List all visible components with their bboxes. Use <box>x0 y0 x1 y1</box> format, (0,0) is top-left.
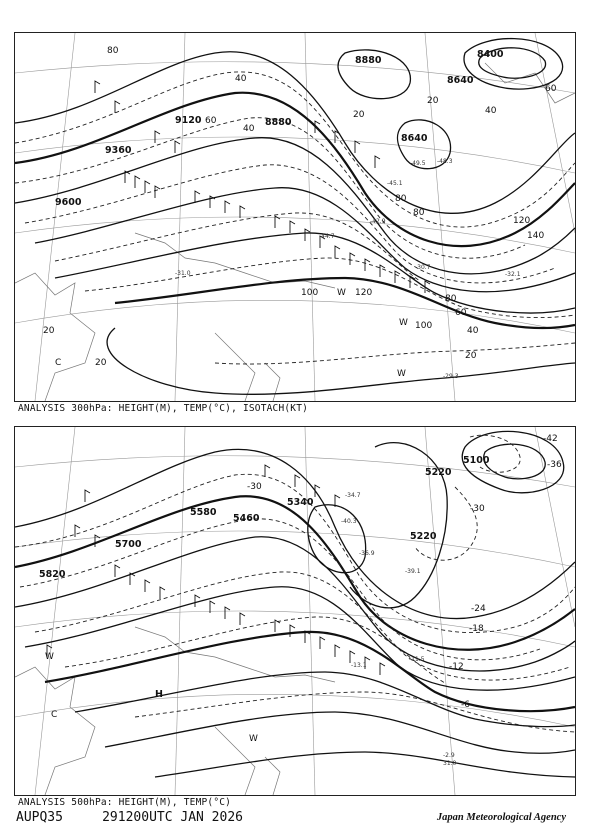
warm-symbol: W <box>399 318 408 328</box>
caption-500hpa: ANALYSIS 500hPa: HEIGHT(M), TEMP(°C) <box>18 797 232 808</box>
isotherm-label: -18 <box>469 624 484 634</box>
station-value: -44.7 <box>319 233 335 240</box>
height-labels <box>39 455 490 580</box>
coastlines <box>15 627 335 795</box>
height-label: 8880 <box>265 117 292 128</box>
station-value: -36.9 <box>359 550 375 557</box>
map-500hpa-canvas <box>15 427 575 795</box>
height-label: 5460 <box>233 513 260 524</box>
isotach-label: 100 <box>301 288 319 298</box>
station-value: 31.0 <box>443 760 457 767</box>
high-symbol: H <box>155 689 163 700</box>
height-label: 8880 <box>355 55 382 66</box>
isotach-label: 80 <box>107 46 119 56</box>
isotherm-label: -30 <box>247 482 262 492</box>
isotach-label: 40 <box>467 326 479 336</box>
isotach-label: 120 <box>355 288 373 298</box>
station-value: -2.9 <box>443 752 455 759</box>
warm-symbol: W <box>337 288 346 298</box>
map-300hpa-canvas <box>15 33 575 401</box>
isotach-label: 60 <box>455 308 467 318</box>
station-value: -29.3 <box>443 373 459 380</box>
station-value: -32.1 <box>505 271 521 278</box>
isotach-label: 20 <box>353 110 365 120</box>
height-label: 5580 <box>190 507 217 518</box>
height-label: 9120 <box>175 115 202 126</box>
wind-barbs <box>95 81 430 293</box>
station-value: -30.7 <box>415 264 431 271</box>
isotherm-label: -12 <box>449 662 464 672</box>
isotach-label: 60 <box>545 84 557 94</box>
station-value: -31.0 <box>175 270 191 277</box>
height-label: 5700 <box>115 539 142 550</box>
height-label: 8400 <box>477 49 504 60</box>
station-value: -39.1 <box>405 568 421 575</box>
station-value: -45.1 <box>387 180 403 187</box>
isotach-label: 20 <box>95 358 107 368</box>
height-labels <box>55 49 504 208</box>
height-label: 9600 <box>55 197 82 208</box>
isotherm-label: -30 <box>470 504 485 514</box>
warm-symbol: W <box>397 369 406 379</box>
caption-300hpa: ANALYSIS 300hPa: HEIGHT(M), TEMP(°C), ISOTACH(KT) <box>18 403 309 414</box>
wind-barbs <box>47 465 385 675</box>
isotach-label: 20 <box>465 351 477 361</box>
station-value: -40.3 <box>341 518 357 525</box>
isotherm-label: -24 <box>471 604 486 614</box>
station-value: -11.5 <box>409 656 425 663</box>
isotach-label: 80 <box>395 194 407 204</box>
isotach-label: 60 <box>205 116 217 126</box>
isotach-label: 80 <box>413 208 425 218</box>
height-contours <box>15 39 575 395</box>
isotach-label: 100 <box>415 321 433 331</box>
map-500hpa <box>14 426 576 796</box>
isotach-label: 20 <box>43 326 55 336</box>
station-plots <box>341 492 457 767</box>
height-label: 5820 <box>39 569 66 580</box>
map-300hpa <box>14 32 576 402</box>
warm-symbol: W <box>249 734 258 744</box>
cold-symbol: C <box>51 710 58 720</box>
warm-symbol: W <box>45 652 54 662</box>
isotach-label: 120 <box>513 216 531 226</box>
station-value: -49.5 <box>410 160 426 167</box>
height-label: 5100 <box>463 455 490 466</box>
height-label: 8640 <box>447 75 474 86</box>
height-label: 5220 <box>410 531 437 542</box>
pressure-symbols <box>55 288 408 379</box>
cold-symbol: C <box>55 358 62 368</box>
station-plots <box>175 158 521 380</box>
isotherm-label: -36 <box>547 460 562 470</box>
isotherm-label: -42 <box>543 434 558 444</box>
isotach-label: 80 <box>445 294 457 304</box>
isotach-label: 20 <box>427 96 439 106</box>
agency-credit: Japan Meteorological Agency <box>436 812 566 823</box>
station-value: -13.1 <box>351 662 367 669</box>
isotach-label: 40 <box>485 106 497 116</box>
station-value: -34.7 <box>345 492 361 499</box>
height-label: 9360 <box>105 145 132 156</box>
station-value: -42.9 <box>370 218 386 225</box>
height-label: 5340 <box>287 497 314 508</box>
height-label: 5220 <box>425 467 452 478</box>
product-code: AUPQ35 <box>16 810 63 825</box>
height-label: 8640 <box>401 133 428 144</box>
valid-time: 291200UTC JAN 2026 <box>102 810 243 825</box>
isotherm-label: -6 <box>461 700 470 710</box>
latlon-grid <box>15 33 575 401</box>
isotach-label: 40 <box>235 74 247 84</box>
station-value: -48.3 <box>437 158 453 165</box>
product-header <box>16 810 243 825</box>
isotach-label: 140 <box>527 231 545 241</box>
isotach-label: 40 <box>243 124 255 134</box>
